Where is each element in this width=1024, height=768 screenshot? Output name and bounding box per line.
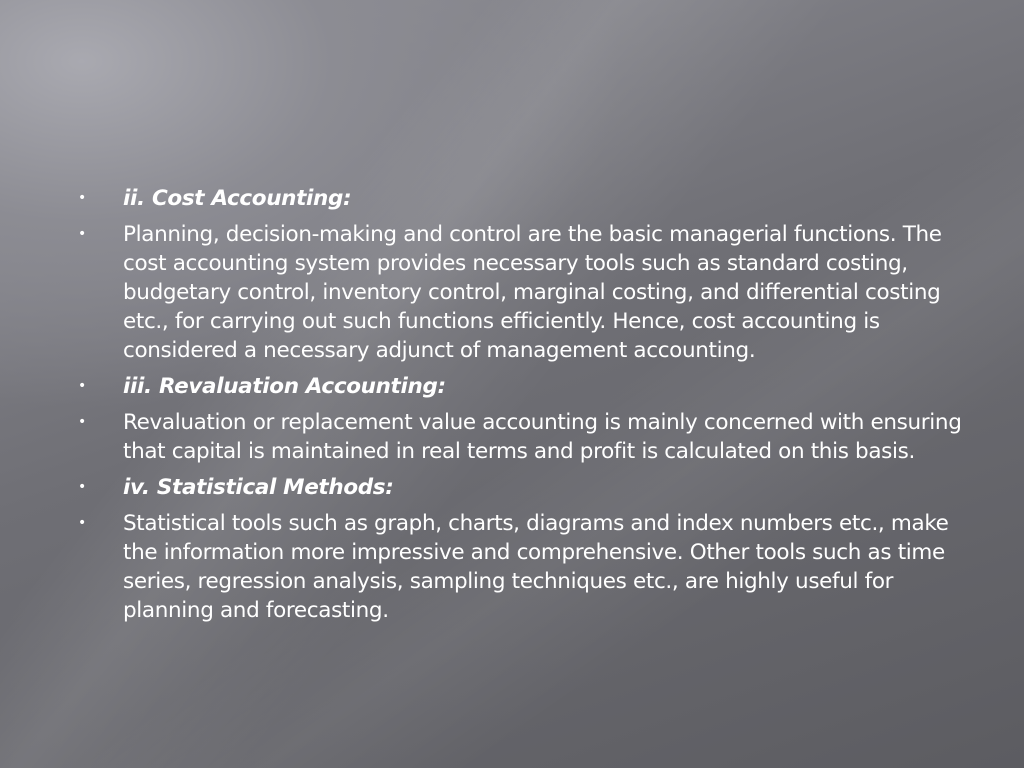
bullet-icon: • <box>78 378 86 394</box>
revaluation-accounting-heading: iii. Revaluation Accounting: <box>123 374 446 399</box>
bullet-icon: • <box>78 414 86 430</box>
statistical-methods-heading: iv. Statistical Methods: <box>123 475 394 500</box>
statistical-methods-paragraph: Statistical tools such as graph, charts, diagrams and index numbers etc., make the information more impressive and comprehensive. Other tools such as time series, regression analysis, sampling techniques etc., are highly useful for planning and forecasting. <box>123 511 949 623</box>
cost-accounting-paragraph: Planning, decision-making and control are the basic managerial functions. The cost accounting system provides necessary tools such as standard costing, budgetary control, inventory control, marginal costing, and differential costing etc., for carrying out such functions efficiently. Hence, cost accounting is considered a necessary adjunct of management accounting. <box>123 222 942 363</box>
bullet-icon: • <box>78 226 86 242</box>
bullet-item-cost-accounting-heading <box>74 184 974 213</box>
bullet-item-statistical-body <box>74 509 974 625</box>
cost-accounting-heading: ii. Cost Accounting: <box>123 186 352 211</box>
revaluation-accounting-paragraph: Revaluation or replacement value accounting is mainly concerned with ensuring that capital is maintained in real terms and profit is calculated on this basis. <box>123 410 962 464</box>
bullet-item-revaluation-heading <box>74 372 974 401</box>
bullet-list <box>74 184 974 632</box>
bullet-item-statistical-heading <box>74 473 974 502</box>
bullet-icon: • <box>78 190 86 206</box>
bullet-item-cost-accounting-body <box>74 220 974 365</box>
bullet-item-revaluation-body <box>74 408 974 466</box>
bullet-icon: • <box>78 479 86 495</box>
bullet-icon: • <box>78 515 86 531</box>
